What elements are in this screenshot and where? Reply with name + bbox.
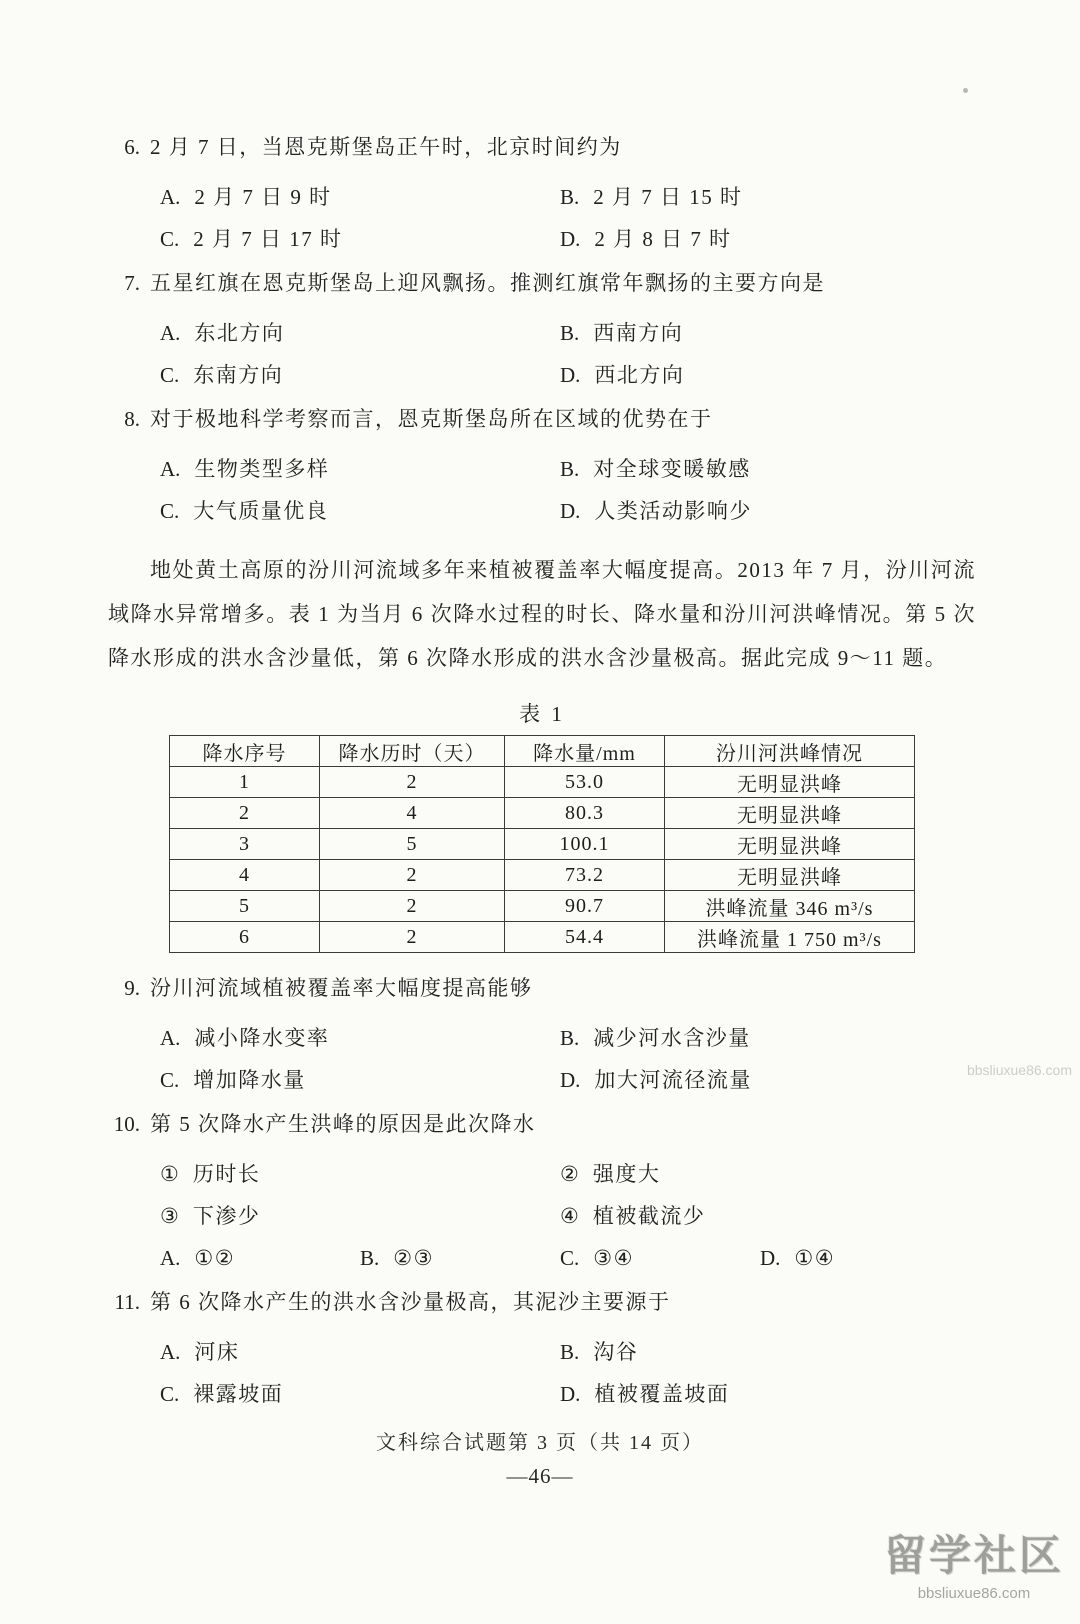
- cell: 无明显洪峰: [665, 829, 915, 860]
- option-d: [560, 226, 976, 252]
- col-header-flood: 汾川河洪峰情况: [665, 736, 915, 767]
- question-stem: 汾川河流域植被覆盖率大幅度提高能够: [150, 976, 533, 1000]
- question-6: [108, 134, 976, 252]
- option-d: [560, 362, 976, 388]
- option-text: 沟谷: [593, 1340, 639, 1364]
- option-text: 加大河流径流量: [594, 1068, 752, 1092]
- question-stem: 第 6 次降水产生的洪水含沙量极高，其泥沙主要源于: [150, 1290, 671, 1314]
- cell: 2: [320, 860, 505, 891]
- question-number: 10.: [113, 1112, 140, 1136]
- question-head: [108, 975, 976, 1001]
- cell: 54.4: [505, 922, 665, 953]
- page-content: [108, 134, 976, 1425]
- option-label: B.: [560, 1340, 580, 1364]
- statement-text: 强度大: [592, 1162, 661, 1186]
- cell: 2: [320, 891, 505, 922]
- cell: 53.0: [505, 767, 665, 798]
- cell: 2: [170, 798, 320, 829]
- answer-options: [160, 1245, 976, 1271]
- table-header-row: [170, 736, 915, 767]
- question-stem: 对于极地科学考察而言，恩克斯堡岛所在区域的优势在于: [150, 407, 713, 431]
- options: [160, 456, 976, 524]
- cell: 100.1: [505, 829, 665, 860]
- cell: 90.7: [505, 891, 665, 922]
- option-a: [160, 320, 560, 346]
- option-text: 裸露坡面: [193, 1382, 284, 1406]
- option-label: C.: [560, 1246, 580, 1270]
- option-label: D.: [560, 227, 581, 251]
- col-header-amount: 降水量/mm: [505, 736, 665, 767]
- options: [160, 1025, 976, 1093]
- option-d: [760, 1245, 835, 1271]
- option-c: [160, 498, 560, 524]
- statement-label: ③: [160, 1204, 179, 1228]
- option-label: B.: [360, 1246, 380, 1270]
- option-b: [560, 184, 976, 210]
- question-head: [108, 1111, 976, 1137]
- option-label: B.: [560, 457, 580, 481]
- statement-label: ④: [560, 1204, 579, 1228]
- option-text: ①②: [194, 1246, 236, 1270]
- options: [160, 184, 976, 252]
- statement-text: 下渗少: [192, 1204, 261, 1228]
- option-c: [560, 1245, 760, 1271]
- cell: 2: [320, 767, 505, 798]
- col-header-sequence: 降水序号: [170, 736, 320, 767]
- table-row: [170, 829, 915, 860]
- statement-text: 历时长: [192, 1162, 261, 1186]
- option-label: C.: [160, 1382, 180, 1406]
- statement-label: ②: [560, 1162, 579, 1186]
- option-text: 2 月 7 日 9 时: [194, 185, 332, 209]
- reading-passage: 地处黄土高原的汾川河流域多年来植被覆盖率大幅度提高。2013 年 7 月，汾川河流域降水异常增多。表 1 为当月 6 次降水过程的时长、降水量和汾川河洪峰情况。第 5 次降水形成的洪水含沙量低，第 6 次降水形成的洪水含沙量极高。据此完成 9～11 题。: [108, 558, 976, 670]
- watermark-logo: 留学社区: [883, 1532, 1064, 1579]
- option-text: 西南方向: [593, 321, 684, 345]
- option-text: 植被覆盖坡面: [594, 1382, 730, 1406]
- cell: 73.2: [505, 860, 665, 891]
- option-c: [160, 1067, 560, 1093]
- table-caption: 表 1: [519, 702, 565, 726]
- question-number: 8.: [124, 407, 140, 431]
- question-head: [108, 406, 976, 432]
- question-8: [108, 406, 976, 524]
- statement-text: 植被截流少: [592, 1204, 706, 1228]
- option-text: 减少河水含沙量: [593, 1026, 751, 1050]
- statement-2: [560, 1161, 976, 1187]
- question-number: 6.: [124, 135, 140, 159]
- option-text: 大气质量优良: [193, 499, 329, 523]
- option-text: 西北方向: [594, 363, 685, 387]
- option-text: 2 月 7 日 15 时: [593, 185, 743, 209]
- option-label: C.: [160, 363, 180, 387]
- option-label: A.: [160, 1246, 181, 1270]
- question-head: [108, 270, 976, 296]
- option-text: 对全球变暖敏感: [593, 457, 751, 481]
- option-a: [160, 184, 560, 210]
- option-label: A.: [160, 185, 181, 209]
- question-stem: 五星红旗在恩克斯堡岛上迎风飘扬。推测红旗常年飘扬的主要方向是: [150, 271, 825, 295]
- option-text: 2 月 7 日 17 时: [193, 227, 343, 251]
- option-a: [160, 1025, 560, 1051]
- cell: 无明显洪峰: [665, 767, 915, 798]
- option-d: [560, 1067, 976, 1093]
- option-label: D.: [560, 363, 581, 387]
- option-b: [560, 456, 976, 482]
- option-text: 东北方向: [194, 321, 285, 345]
- watermark-url: bbsliuxue86.com: [917, 1585, 1031, 1602]
- question-11: [108, 1289, 976, 1407]
- option-label: C.: [160, 499, 180, 523]
- question-stem: 第 5 次降水产生洪峰的原因是此次降水: [150, 1112, 536, 1136]
- cell: 3: [170, 829, 320, 860]
- table-row: [170, 767, 915, 798]
- cell: 4: [170, 860, 320, 891]
- question-stem: 2 月 7 日，当恩克斯堡岛正午时，北京时间约为: [150, 135, 622, 159]
- question-head: [108, 1289, 976, 1315]
- statement-1: [160, 1161, 560, 1187]
- options: [160, 1339, 976, 1407]
- cell: 5: [170, 891, 320, 922]
- question-number: 11.: [114, 1290, 140, 1314]
- options: [160, 320, 976, 388]
- table-row: [170, 922, 915, 953]
- option-c: [160, 1381, 560, 1407]
- option-b: [560, 1025, 976, 1051]
- option-label: B.: [560, 321, 580, 345]
- cell: 无明显洪峰: [665, 860, 915, 891]
- site-watermark: [884, 1523, 1064, 1602]
- option-label: C.: [160, 1068, 180, 1092]
- numbered-statements: [160, 1161, 976, 1229]
- question-10: [108, 1111, 976, 1271]
- cell: 洪峰流量 346 m³/s: [665, 891, 915, 922]
- option-text: ①④: [794, 1246, 836, 1270]
- option-label: D.: [560, 499, 581, 523]
- question-9: [108, 975, 976, 1093]
- cell: 80.3: [505, 798, 665, 829]
- option-label: A.: [160, 321, 181, 345]
- option-text: 生物类型多样: [194, 457, 330, 481]
- option-b: [360, 1245, 560, 1271]
- option-label: B.: [560, 1026, 580, 1050]
- cell: 洪峰流量 1 750 m³/s: [665, 922, 915, 953]
- table-row: [170, 798, 915, 829]
- option-label: C.: [160, 227, 180, 251]
- option-label: B.: [560, 185, 580, 209]
- page-number: —46—: [506, 1464, 574, 1488]
- option-a: [160, 456, 560, 482]
- option-c: [160, 226, 560, 252]
- option-text: ③④: [593, 1246, 634, 1270]
- side-watermark: bbsliuxue86.com: [966, 1062, 1072, 1078]
- option-label: D.: [560, 1068, 581, 1092]
- col-header-duration: 降水历时（天）: [320, 736, 505, 767]
- option-text: 增加降水量: [193, 1068, 306, 1092]
- option-d: [560, 1381, 976, 1407]
- cell: 6: [170, 922, 320, 953]
- option-d: [560, 498, 976, 524]
- question-number: 7.: [124, 271, 140, 295]
- option-label: A.: [160, 1340, 181, 1364]
- rainfall-table: [169, 735, 915, 953]
- option-c: [160, 362, 560, 388]
- cell: 无明显洪峰: [665, 798, 915, 829]
- statement-4: [560, 1203, 976, 1229]
- option-text: 东南方向: [193, 363, 284, 387]
- question-7: [108, 270, 976, 388]
- option-label: A.: [160, 1026, 181, 1050]
- option-label: A.: [160, 457, 181, 481]
- option-text: 减小降水变率: [194, 1026, 330, 1050]
- option-label: D.: [760, 1246, 781, 1270]
- option-b: [560, 320, 976, 346]
- table-row: [170, 860, 915, 891]
- option-text: 2 月 8 日 7 时: [594, 227, 732, 251]
- table-row: [170, 891, 915, 922]
- cell: 2: [320, 922, 505, 953]
- footer-text: 文科综合试题第 3 页（共 14 页）: [376, 1432, 704, 1454]
- option-text: 河床: [194, 1340, 240, 1364]
- option-label: D.: [560, 1382, 581, 1406]
- question-number: 9.: [124, 976, 140, 1000]
- cell: 4: [320, 798, 505, 829]
- scan-speck: [963, 88, 968, 93]
- option-text: 人类活动影响少: [594, 499, 752, 523]
- statement-label: ①: [160, 1162, 179, 1186]
- option-text: ②③: [393, 1246, 434, 1270]
- option-b: [560, 1339, 976, 1365]
- option-a: [160, 1245, 360, 1271]
- cell: 5: [320, 829, 505, 860]
- cell: 1: [170, 767, 320, 798]
- statement-3: [160, 1203, 560, 1229]
- question-head: [108, 134, 976, 160]
- option-a: [160, 1339, 560, 1365]
